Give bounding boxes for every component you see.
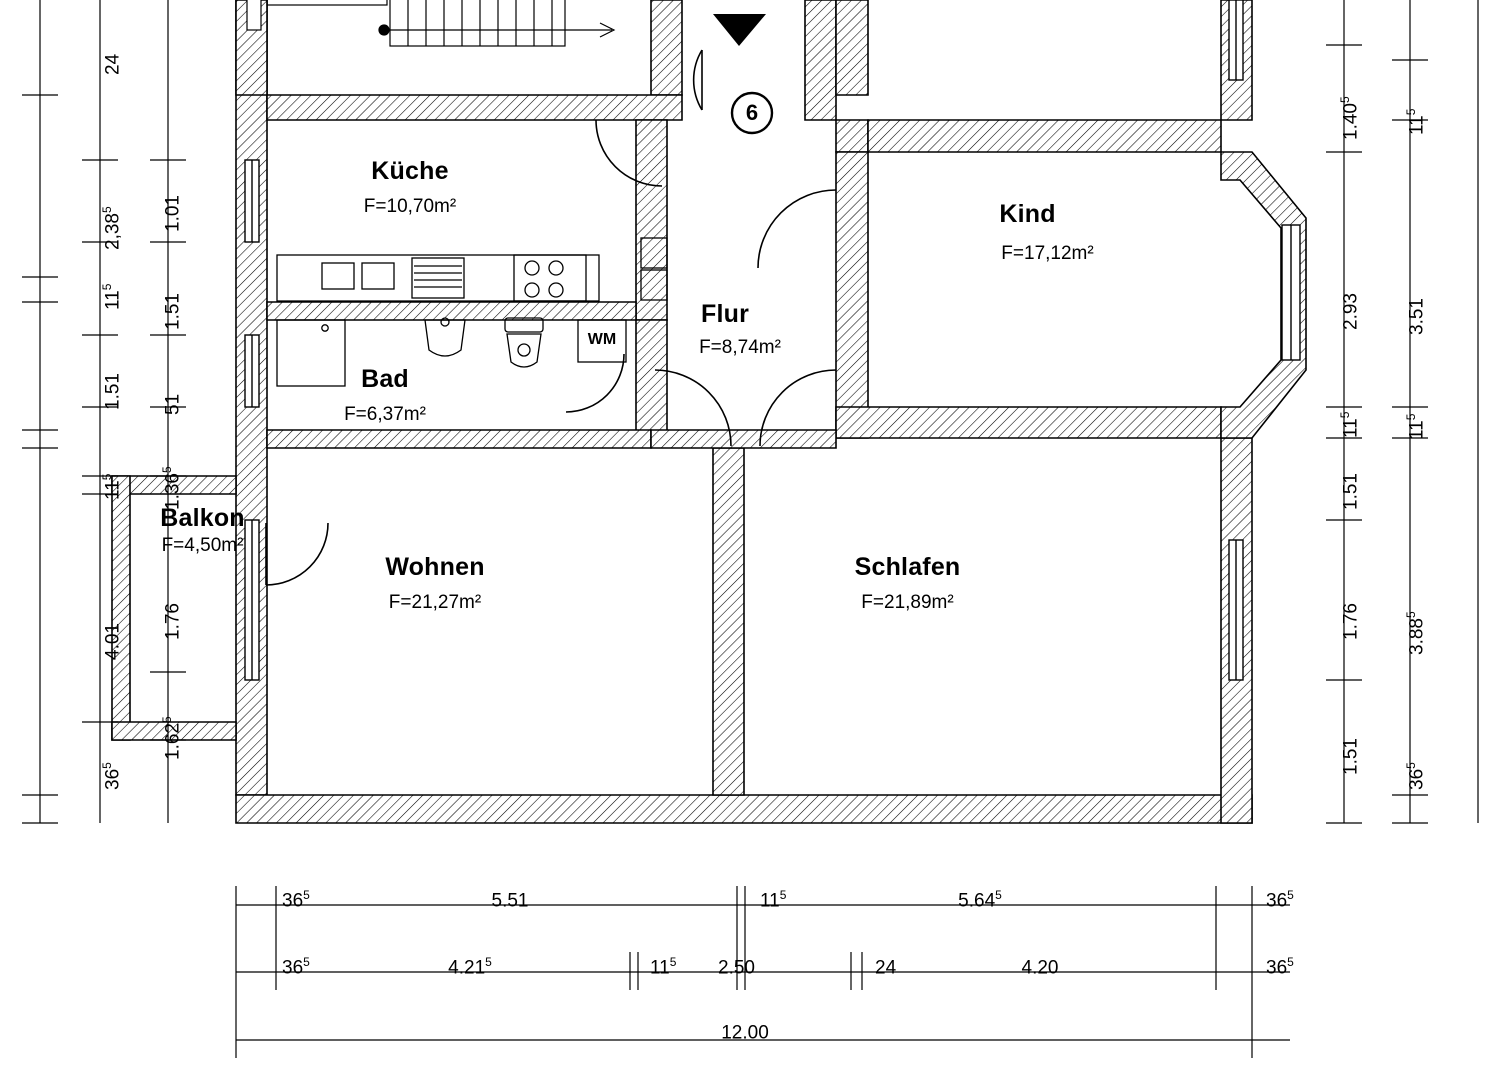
unit-number-label: 6 bbox=[745, 100, 759, 125]
dim-right-inner-3: 1.51 bbox=[1340, 473, 1362, 510]
dim-right-inner-1: 2.93 bbox=[1340, 293, 1362, 330]
dim-bottom2-0: $36^5$ bbox=[282, 955, 310, 979]
dim-bottom1-0: $36^5$ bbox=[282, 888, 310, 912]
dim-right-outer-1: 3.51 bbox=[1406, 298, 1428, 335]
dim-right-outer-4: $36^5$ bbox=[1404, 762, 1428, 790]
room-label-kueche: Küche bbox=[371, 157, 449, 185]
dim-bottom2-1: 4.21$^5$ bbox=[448, 955, 492, 979]
dim-left-outer-1: 2,38$^5$ bbox=[100, 206, 124, 250]
dim-bottom1-4: $36^5$ bbox=[1266, 888, 1294, 912]
dim-left-outer-2: $11^5$ bbox=[100, 283, 124, 310]
dim-left-inner-5: 1.62$^5$ bbox=[160, 716, 184, 760]
dim-total: 12.00 bbox=[721, 1022, 769, 1044]
dim-bottom1-3: 5.64$^5$ bbox=[958, 888, 1002, 912]
dim-left-inner-4: 1.76 bbox=[162, 603, 184, 640]
room-area-balkon: F=4,50m² bbox=[161, 535, 244, 556]
room-label-kind: Kind bbox=[999, 200, 1056, 228]
dim-right-inner-2: $11^5$ bbox=[1338, 411, 1362, 438]
washing-machine-label: WM bbox=[587, 331, 617, 348]
dim-left-outer-6: $36^5$ bbox=[100, 762, 124, 790]
dim-left-inner-1: 1.51 bbox=[162, 293, 184, 330]
room-label-schlafen: Schlafen bbox=[854, 553, 961, 581]
dim-bottom2-4: 24 bbox=[875, 957, 897, 979]
room-area-bad: F=6,37m² bbox=[344, 404, 426, 425]
dim-right-outer-2: $11^5$ bbox=[1404, 413, 1428, 440]
dim-left-inner-0: 1.01 bbox=[162, 195, 184, 232]
room-area-kind: F=17,12m² bbox=[1001, 243, 1094, 264]
room-label-balkon: Balkon bbox=[160, 504, 245, 532]
room-area-kueche: F=10,70m² bbox=[363, 196, 457, 217]
room-label-bad: Bad bbox=[361, 365, 409, 393]
dim-bottom2-2: $11^5$ bbox=[650, 955, 677, 979]
dim-right-outer-0: $11^5$ bbox=[1404, 108, 1428, 135]
dim-left-inner-3: 1.36$^5$ bbox=[160, 466, 184, 510]
dim-left-inner-2: 51 bbox=[162, 393, 184, 415]
dim-right-outer-3: 3.88$^5$ bbox=[1404, 611, 1428, 655]
dim-right-inner-4: 1.76 bbox=[1340, 603, 1362, 640]
dim-bottom2-5: 4.20 bbox=[1021, 957, 1059, 979]
dim-left-outer-4: $11^5$ bbox=[100, 473, 124, 500]
dim-bottom2-3: 2.50 bbox=[718, 957, 755, 979]
dim-right-inner-5: 1.51 bbox=[1340, 738, 1362, 775]
room-area-flur: F=8,74m² bbox=[699, 337, 781, 358]
room-label-wohnen: Wohnen bbox=[385, 553, 485, 581]
dim-right-inner-0: 1.40$^5$ bbox=[1338, 96, 1362, 140]
dim-left-outer-0: 24 bbox=[102, 53, 124, 75]
room-area-schlafen: F=21,89m² bbox=[861, 592, 954, 613]
dim-bottom1-1: 5.51 bbox=[491, 890, 529, 912]
room-label-flur: Flur bbox=[700, 300, 750, 328]
dim-bottom1-2: $11^5$ bbox=[760, 888, 787, 912]
dim-left-outer-5: 4.01 bbox=[102, 623, 124, 660]
room-area-wohnen: F=21,27m² bbox=[388, 592, 482, 613]
dim-left-outer-3: 1.51 bbox=[102, 373, 124, 410]
dim-bottom2-6: $36^5$ bbox=[1266, 955, 1294, 979]
